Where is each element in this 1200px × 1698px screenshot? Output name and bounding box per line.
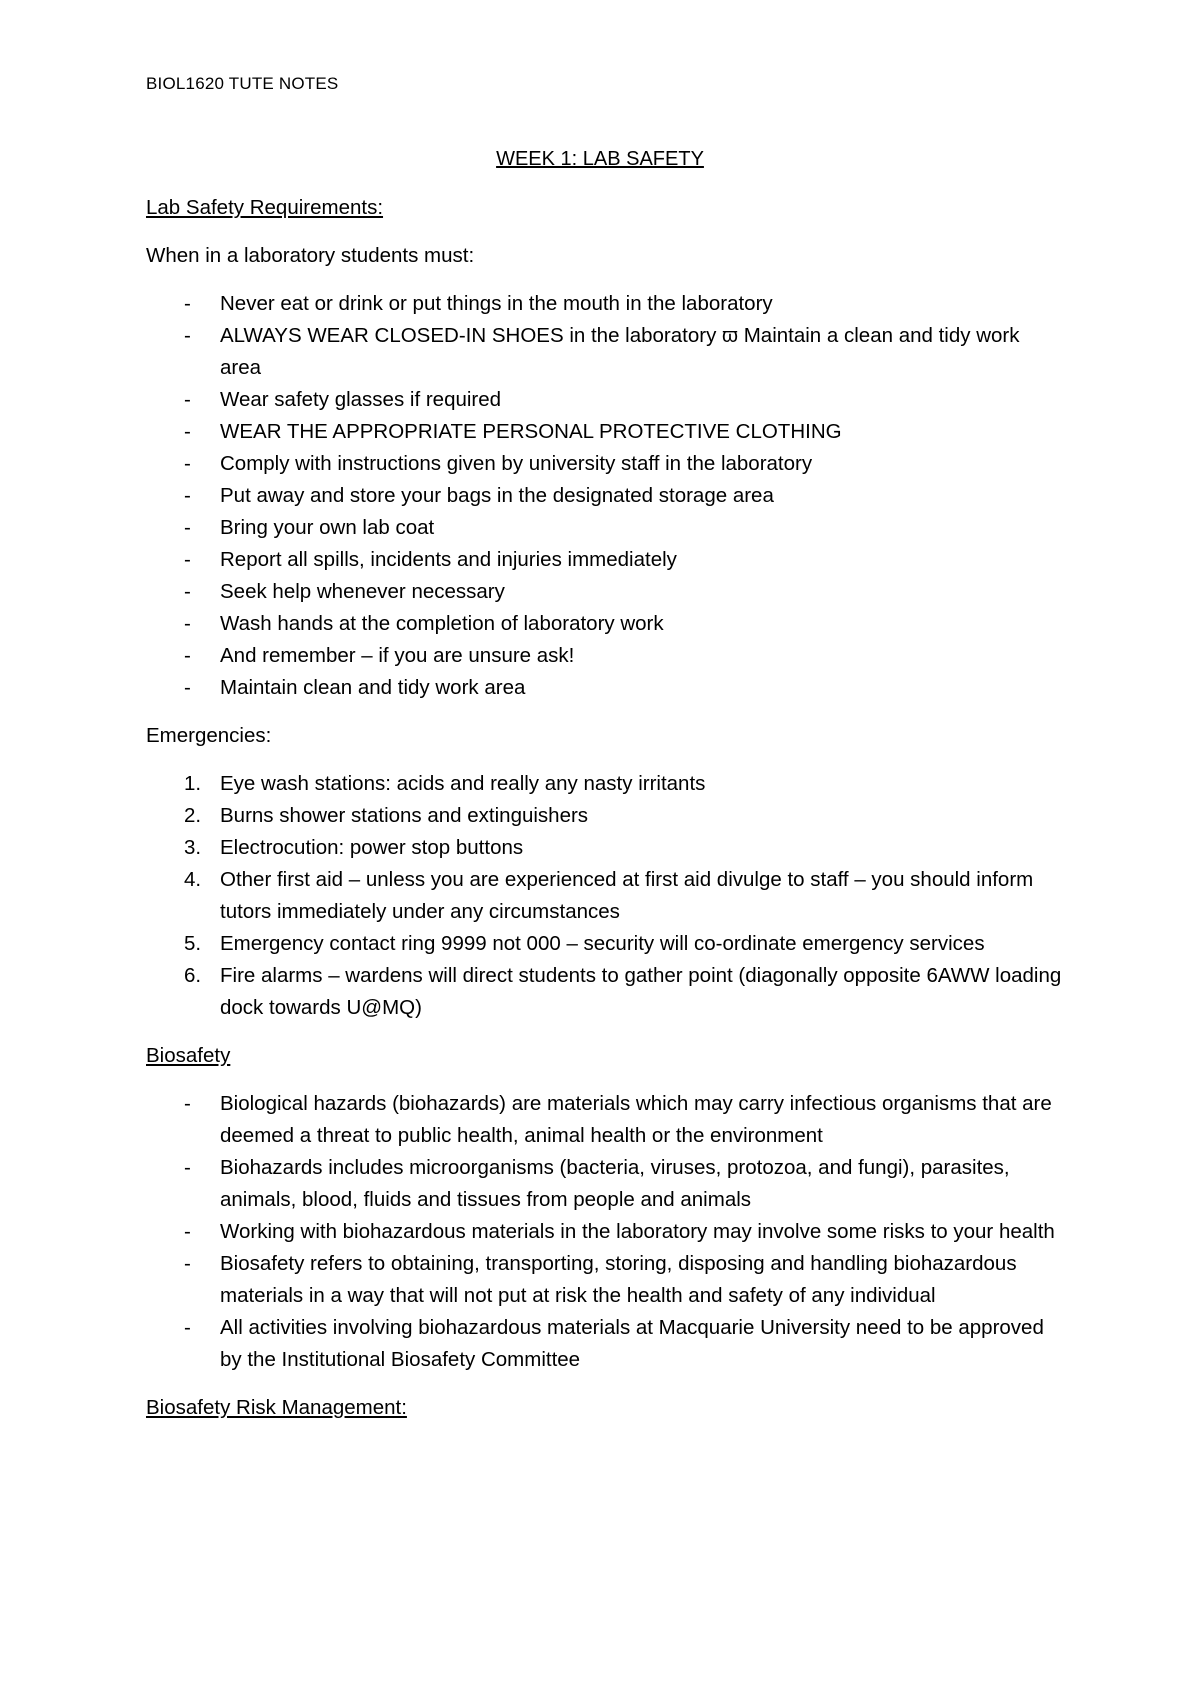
bullet-dash: - bbox=[184, 1316, 191, 1339]
list-item bbox=[146, 320, 1066, 384]
list-number: 6. bbox=[184, 964, 202, 987]
list-item-text: Eye wash stations: acids and really any nasty irritants bbox=[220, 772, 706, 795]
list-item-text: Electrocution: power stop buttons bbox=[220, 836, 524, 859]
list-item bbox=[146, 672, 1066, 704]
bullet-dash: - bbox=[184, 452, 191, 475]
list-item-text: Wear safety glasses if required bbox=[220, 388, 502, 411]
page-title: WEEK 1: LAB SAFETY bbox=[496, 148, 704, 170]
bullet-dash: - bbox=[184, 292, 191, 315]
list-item bbox=[146, 1248, 1066, 1312]
list-item bbox=[146, 416, 1066, 448]
bullet-dash: - bbox=[184, 324, 191, 347]
list-number: 3. bbox=[184, 836, 202, 859]
list-item bbox=[146, 928, 1066, 960]
list-item bbox=[146, 1216, 1066, 1248]
list-item bbox=[146, 640, 1066, 672]
list-item-text: Seek help whenever necessary bbox=[220, 580, 505, 603]
list-item bbox=[146, 832, 1066, 864]
course-header: BIOL1620 TUTE NOTES bbox=[146, 74, 339, 93]
list-item bbox=[146, 576, 1066, 608]
list-item bbox=[146, 544, 1066, 576]
section-heading-biosafety: Biosafety bbox=[146, 1044, 231, 1067]
bullet-dash: - bbox=[184, 420, 191, 443]
list-item bbox=[146, 448, 1066, 480]
list-item-text: Report all spills, incidents and injuries immediately bbox=[220, 548, 677, 571]
list-item-text: Comply with instructions given by university staff in the laboratory bbox=[220, 452, 813, 475]
list-item-text: Emergency contact ring 9999 not 000 – security will co-ordinate emergency services bbox=[220, 932, 985, 955]
list-item bbox=[146, 768, 1066, 800]
requirements-list bbox=[146, 288, 1066, 704]
list-item bbox=[146, 960, 1066, 1024]
list-item-text: Put away and store your bags in the designated storage area bbox=[220, 484, 774, 507]
list-item bbox=[146, 864, 1066, 928]
requirements-intro: When in a laboratory students must: bbox=[146, 244, 475, 267]
list-item-text: Biological hazards (biohazards) are materials which may carry infectious organisms that are deemed a threat to public health, animal health or the environment bbox=[220, 1092, 1052, 1147]
list-item-text: Maintain clean and tidy work area bbox=[220, 676, 526, 699]
list-item bbox=[146, 512, 1066, 544]
list-item-text: Fire alarms – wardens will direct students to gather point (diagonally opposite 6AWW loading dock towards U@MQ) bbox=[220, 964, 1062, 1019]
list-item-text: Biosafety refers to obtaining, transporting, storing, disposing and handling biohazardous materials in a way that will not put at risk the health and safety of any individual bbox=[220, 1252, 1017, 1307]
list-item-text: Working with biohazardous materials in the laboratory may involve some risks to your health bbox=[220, 1220, 1055, 1243]
list-item-text: Other first aid – unless you are experienced at first aid divulge to staff – you should inform tutors immediately under any circumstances bbox=[220, 868, 1034, 923]
bullet-dash: - bbox=[184, 676, 191, 699]
list-number: 5. bbox=[184, 932, 202, 955]
section-heading-risk-management: Biosafety Risk Management: bbox=[146, 1396, 407, 1419]
list-item-text: ALWAYS WEAR CLOSED-IN SHOES in the laboratory ϖ Maintain a clean and tidy work area bbox=[220, 324, 1020, 379]
bullet-dash: - bbox=[184, 1252, 191, 1275]
list-item-text: All activities involving biohazardous materials at Macquarie University need to be approved by the Institutional Biosafety Committee bbox=[220, 1316, 1044, 1371]
biosafety-list bbox=[146, 1088, 1066, 1376]
bullet-dash: - bbox=[184, 388, 191, 411]
list-item-text: Wash hands at the completion of laboratory work bbox=[220, 612, 664, 635]
bullet-dash: - bbox=[184, 580, 191, 603]
bullet-dash: - bbox=[184, 1092, 191, 1115]
bullet-dash: - bbox=[184, 484, 191, 507]
list-item-text: And remember – if you are unsure ask! bbox=[220, 644, 575, 667]
bullet-dash: - bbox=[184, 1156, 191, 1179]
emergencies-list bbox=[146, 768, 1066, 1024]
bullet-dash: - bbox=[184, 644, 191, 667]
bullet-dash: - bbox=[184, 548, 191, 571]
list-number: 1. bbox=[184, 772, 202, 795]
list-item bbox=[146, 480, 1066, 512]
list-item bbox=[146, 1088, 1066, 1152]
list-item-text: WEAR THE APPROPRIATE PERSONAL PROTECTIVE CLOTHING bbox=[220, 420, 842, 443]
bullet-dash: - bbox=[184, 516, 191, 539]
list-item-text: Burns shower stations and extinguishers bbox=[220, 804, 589, 827]
list-item bbox=[146, 800, 1066, 832]
list-item-text: Never eat or drink or put things in the mouth in the laboratory bbox=[220, 292, 773, 315]
list-item bbox=[146, 384, 1066, 416]
list-item bbox=[146, 288, 1066, 320]
list-item-text: Biohazards includes microorganisms (bacteria, viruses, protozoa, and fungi), parasites, animals, blood, fluids and tissues from people and animals bbox=[220, 1156, 1010, 1211]
list-item bbox=[146, 1312, 1066, 1376]
bullet-dash: - bbox=[184, 612, 191, 635]
list-item bbox=[146, 1152, 1066, 1216]
list-number: 4. bbox=[184, 868, 202, 891]
document-body bbox=[146, 192, 1066, 1424]
list-number: 2. bbox=[184, 804, 202, 827]
list-item-text: Bring your own lab coat bbox=[220, 516, 435, 539]
bullet-dash: - bbox=[184, 1220, 191, 1243]
list-item bbox=[146, 608, 1066, 640]
section-heading-emergencies: Emergencies: bbox=[146, 724, 272, 747]
section-heading-requirements: Lab Safety Requirements: bbox=[146, 196, 384, 219]
